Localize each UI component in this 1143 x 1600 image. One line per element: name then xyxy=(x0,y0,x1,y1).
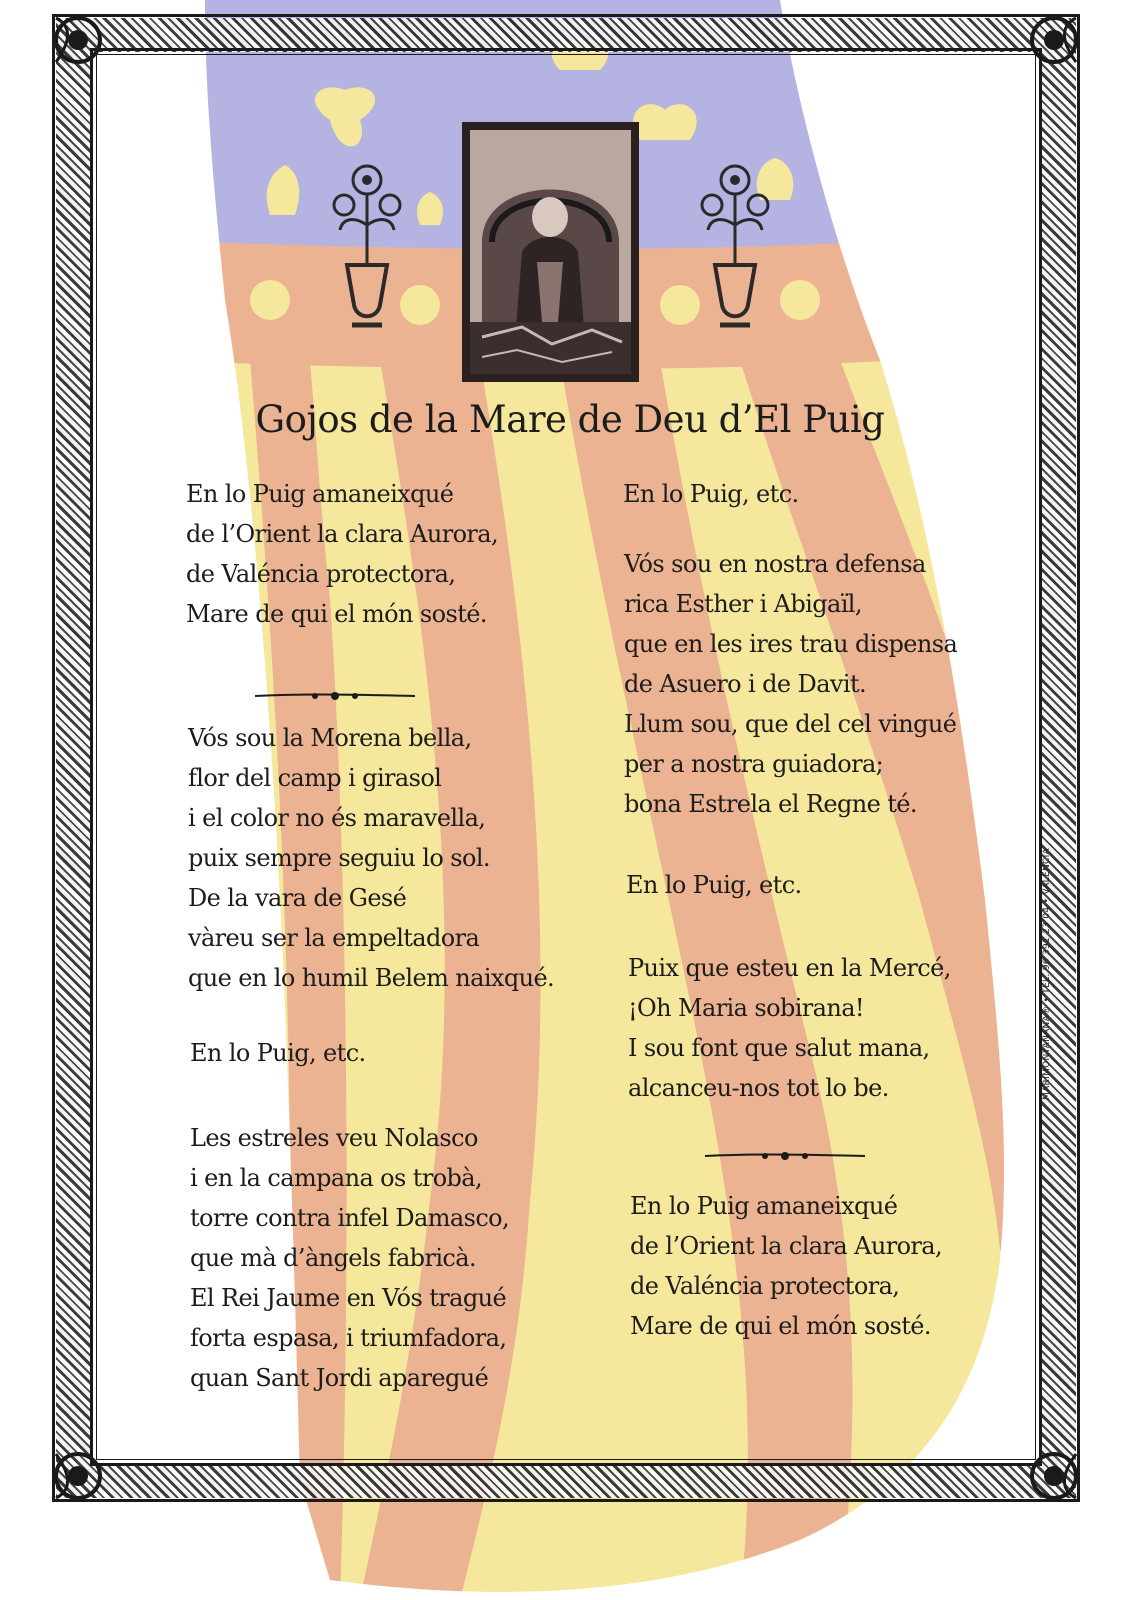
flower-vase-icon xyxy=(690,155,780,335)
verse-line: En lo Puig amaneixqué xyxy=(630,1192,898,1220)
verse-line: que mà d’àngels fabricà. xyxy=(190,1244,476,1272)
verse-line: i en la campana os trobà, xyxy=(190,1164,483,1192)
verse-line: torre contra infel Damasco, xyxy=(190,1204,510,1232)
refrain-left: En lo Puig, etc. xyxy=(190,1039,366,1067)
printer-imprint: MARIMONTAÑANA® • TEL. 96 391 23 04 • VALENCIA xyxy=(1042,847,1052,1100)
verse-line: Mare de qui el món sosté. xyxy=(186,600,487,628)
frame-corner-ornament-icon xyxy=(1022,8,1086,72)
stanza-2 xyxy=(188,718,554,998)
verse-line: Vós sou la Morena bella, xyxy=(188,724,472,752)
frame-corner-ornament-icon xyxy=(46,8,110,72)
flower-vase-icon xyxy=(322,155,412,335)
verse-line: Puix que esteu en la Mercé, xyxy=(628,954,951,982)
verse-line: de Valéncia protectora, xyxy=(186,560,456,588)
verse-line: de l’Orient la clara Aurora, xyxy=(186,520,499,548)
stanza-6 xyxy=(630,1186,942,1346)
verse-line: forta espasa, i triumfadora, xyxy=(190,1324,507,1352)
stanza-3 xyxy=(190,1118,509,1398)
divider-ornament-icon xyxy=(705,1150,865,1162)
refrain-right-1: En lo Puig, etc. xyxy=(623,480,799,508)
verse-line: Les estreles veu Nolasco xyxy=(190,1124,478,1152)
verse-line: I sou font que salut mana, xyxy=(628,1034,930,1062)
verse-line: de l’Orient la clara Aurora, xyxy=(630,1232,943,1260)
refrain-right-2: En lo Puig, etc. xyxy=(626,871,802,899)
poem-title: Gojos de la Mare de Deu d’El Puig xyxy=(255,398,885,441)
verse-line: que en lo humil Belem naixqué. xyxy=(188,964,555,992)
verse-line: per a nostra guiadora; xyxy=(624,750,884,778)
stanza-5 xyxy=(628,948,951,1108)
verse-line: vàreu ser la empeltadora xyxy=(188,924,480,952)
verse-line: Mare de qui el món sosté. xyxy=(630,1312,931,1340)
verse-line: i el color no és maravella, xyxy=(188,804,486,832)
stanza-4 xyxy=(624,544,957,824)
verse-line: Llum sou, que del cel vingué xyxy=(624,710,957,738)
verse-line: flor del camp i girasol xyxy=(188,764,442,792)
verse-line: En lo Puig amaneixqué xyxy=(186,480,454,508)
verse-line: puix sempre seguiu lo sol. xyxy=(188,844,490,872)
verse-line: De la vara de Gesé xyxy=(188,884,407,912)
madonna-woodcut-icon xyxy=(462,122,639,382)
verse-line: ¡Oh Maria sobirana! xyxy=(628,994,864,1022)
verse-line: que en les ires trau dispensa xyxy=(624,630,958,658)
frame-corner-ornament-icon xyxy=(46,1444,110,1508)
verse-line: de Valéncia protectora, xyxy=(630,1272,900,1300)
frame-corner-ornament-icon xyxy=(1022,1444,1086,1508)
verse-line: de Asuero i de Davit. xyxy=(624,670,867,698)
stanza-1 xyxy=(186,474,498,634)
verse-line: Vós sou en nostra defensa xyxy=(624,550,926,578)
verse-line: quan Sant Jordi aparegué xyxy=(190,1364,489,1392)
verse-line: rica Esther i Abigaïl, xyxy=(624,590,862,618)
verse-line: bona Estrela el Regne té. xyxy=(624,790,917,818)
verse-line: alcanceu-nos tot lo be. xyxy=(628,1074,889,1102)
divider-ornament-icon xyxy=(255,690,415,702)
verse-line: El Rei Jaume en Vós tragué xyxy=(190,1284,507,1312)
